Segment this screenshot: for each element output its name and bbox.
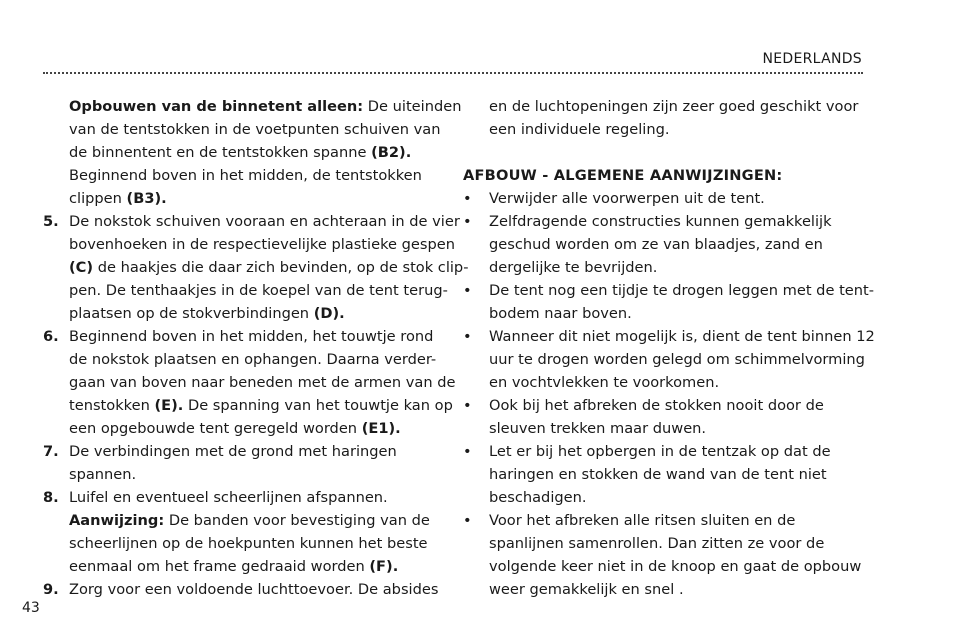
intro-line-4: Beginnend boven in het midden, de tentstokken: [69, 167, 422, 184]
bullet-line: sleuven trekken maar duwen.: [489, 420, 707, 437]
page-number: 43: [22, 600, 40, 616]
step-5-line-5: plaatsen op de stokverbindingen (D).: [69, 305, 345, 322]
bullet-line: • Ook bij het afbreken de stokken nooit door de: [463, 394, 863, 417]
step-6-line-3: gaan van boven naar beneden met de armen van de: [69, 374, 456, 391]
step-5-line-1: 5. De nokstok schuiven vooraan en achteraan in de vier: [43, 210, 443, 233]
bullet-icon: •: [463, 190, 472, 207]
step-6-line-4: tenstokken (E). De spanning van het touwtje kan op: [69, 397, 453, 414]
step-number: 7.: [43, 443, 59, 460]
bullet-line: dergelijke te bevrijden.: [489, 259, 658, 276]
step-8-line-4: eenmaal om het frame gedraaid worden (F).: [69, 558, 399, 575]
bullet-item: [463, 187, 863, 210]
bullet-icon: •: [463, 443, 472, 460]
bullet-line: volgende keer niet in de knoop en gaat de opbouw: [489, 558, 862, 575]
intro-line-1: Opbouwen van de binnetent alleen: De uiteinden: [69, 98, 462, 115]
step-number: 6.: [43, 328, 59, 345]
step-6-line-5: een opgebouwde tent geregeld worden (E1).: [69, 420, 401, 437]
bullet-line: • De tent nog een tijdje te drogen leggen met de tent-: [463, 279, 863, 302]
intro-line-5: clippen (B3).: [69, 190, 167, 207]
header-divider: [43, 72, 863, 74]
bullet-item: [463, 210, 863, 279]
bullet-icon: •: [463, 282, 472, 299]
step-5-line-2: bovenhoeken in de respectievelijke plastieke gespen: [69, 236, 455, 253]
right-column: [463, 95, 875, 601]
step-7-line-2: spannen.: [69, 466, 137, 483]
continuation-line-2: een individuele regeling.: [489, 121, 670, 138]
bullet-line: • Let er bij het opbergen in de tentzak op dat de: [463, 440, 863, 463]
bullet-item: [463, 325, 875, 394]
continuation-line-1: en de luchtopeningen zijn zeer goed geschikt voor: [489, 98, 859, 115]
bullet-line: spanlijnen samenrollen. Dan zitten ze voor de: [489, 535, 825, 552]
bullet-line: bodem naar boven.: [489, 305, 632, 322]
bullet-icon: •: [463, 328, 472, 345]
bullet-line: • Zelfdragende constructies kunnen gemakkelijk: [463, 210, 863, 233]
bullet-list: [463, 187, 875, 601]
bullet-item: [463, 394, 863, 440]
step-number: 9.: [43, 581, 59, 598]
bullet-icon: •: [463, 213, 472, 230]
bullet-icon: •: [463, 512, 472, 529]
left-column: [43, 95, 469, 601]
bullet-line: • Wanneer dit niet mogelijk is, dient de tent binnen 12: [463, 325, 863, 348]
bullet-item: [463, 509, 863, 601]
header-language: NEDERLANDS: [762, 51, 862, 67]
step-8-line-3: scheerlijnen op de hoekpunten kunnen het beste: [69, 535, 428, 552]
step-6-line-2: de nokstok plaatsen en ophangen. Daarna verder-: [69, 351, 437, 368]
step-8-line-1: 8. Luifel en eventueel scheerlijnen afspannen.: [43, 486, 443, 509]
bullet-line: en vochtvlekken te voorkomen.: [489, 374, 720, 391]
intro-line-2: van de tentstokken in de voetpunten schuiven van: [69, 121, 441, 138]
step-5-line-3: (C) de haakjes die daar zich bevinden, op de stok clip-: [69, 259, 469, 276]
step-7-line-1: 7. De verbindingen met de grond met haringen: [43, 440, 443, 463]
step-number: 5.: [43, 213, 59, 230]
bullet-item: [463, 440, 863, 509]
bullet-line: uur te drogen worden gelegd om schimmelvorming: [489, 351, 865, 368]
step-9-line-1: 9. Zorg voor een voldoende luchttoevoer. De absides: [43, 578, 443, 601]
step-6-line-1: 6. Beginnend boven in het midden, het touwtje rond: [43, 325, 443, 348]
intro-line-3: de binnentent en de tentstokken spanne (B2).: [69, 144, 412, 161]
step-number: 8.: [43, 489, 59, 506]
section-heading: AFBOUW - ALGEMENE AANWIJZINGEN:: [463, 167, 783, 184]
bullet-item: [463, 279, 875, 325]
bullet-line: • Verwijder alle voorwerpen uit de tent.: [463, 187, 863, 210]
bullet-line: beschadigen.: [489, 489, 587, 506]
bullet-line: geschud worden om ze van blaadjes, zand en: [489, 236, 823, 253]
bullet-line: • Voor het afbreken alle ritsen sluiten en de: [463, 509, 863, 532]
step-5-line-4: pen. De tenthaakjes in de koepel van de tent terug-: [69, 282, 448, 299]
bullet-line: haringen en stokken de wand van de tent niet: [489, 466, 827, 483]
bullet-line: weer gemakkelijk en snel .: [489, 581, 684, 598]
step-8-line-2: Aanwijzing: De banden voor bevestiging van de: [69, 512, 430, 529]
bullet-icon: •: [463, 397, 472, 414]
